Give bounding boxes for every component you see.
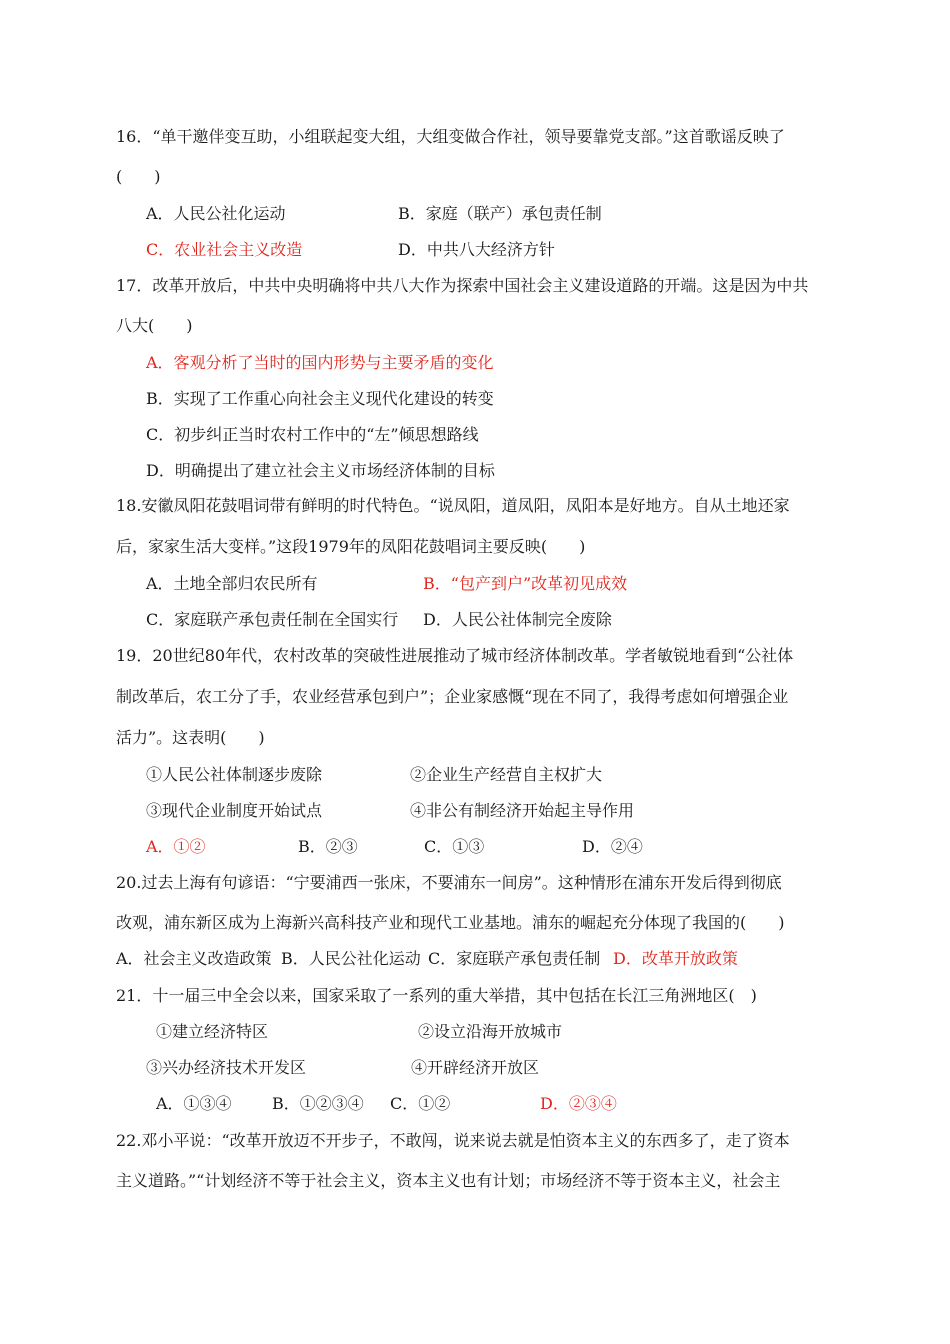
q22-stem-1: 22.邓小平说：“改革开放迈不开步子，不敢闯，说来说去就是怕资本主义的东西多了，走了资本	[116, 1131, 790, 1150]
q17-option-a-answer: A．客观分析了当时的国内形势与主要矛盾的变化	[146, 353, 494, 372]
q19-item-1: ①人民公社体制逐步废除	[146, 765, 323, 784]
q16-option-c-answer: C．农业社会主义改造	[146, 240, 303, 259]
q21-item-2: ②设立沿海开放城市	[418, 1022, 563, 1041]
q20-option-a: A．社会主义改造政策	[116, 949, 272, 968]
q17-stem-2: 八大( )	[116, 316, 193, 335]
q21-item-4: ④开辟经济开放区	[411, 1058, 540, 1077]
q21-option-c: C．①②	[390, 1094, 451, 1113]
q19-item-3: ③现代企业制度开始试点	[146, 801, 323, 820]
q21-stem-1: 21．十一届三中全会以来，国家采取了一系列的重大举措，其中包括在长江三角洲地区( )	[116, 986, 757, 1005]
q21-item-1: ①建立经济特区	[156, 1022, 269, 1041]
q18-stem-1: 18.安徽凤阳花鼓唱词带有鲜明的时代特色。“说凤阳，道凤阳，凤阳本是好地方。自从土地还家	[116, 496, 790, 515]
q19-option-b: B．②③	[298, 837, 358, 856]
q19-stem-2: 制改革后，农工分了手，农业经营承包到户”；企业家感慨“现在不同了，我得考虑如何增强企业	[116, 687, 789, 706]
q19-item-2: ②企业生产经营自主权扩大	[410, 765, 603, 784]
q21-item-3: ③兴办经济技术开发区	[146, 1058, 307, 1077]
q17-stem-1: 17．改革开放后，中共中央明确将中共八大作为探索中国社会主义建设道路的开端。这是因为中共	[116, 276, 809, 295]
q16-option-d: D．中共八大经济方针	[398, 240, 555, 259]
q21-option-a: A．①③④	[156, 1094, 232, 1113]
q21-option-b: B．①②③④	[272, 1094, 364, 1113]
q18-option-b-answer: B．“包产到户”改革初见成效	[423, 574, 628, 593]
q16-option-b: B．家庭（联产）承包责任制	[398, 204, 602, 223]
q22-stem-2: 主义道路。”“计划经济不等于社会主义，资本主义也有计划；市场经济不等于资本主义，社会主	[116, 1171, 781, 1190]
q17-option-c: C．初步纠正当时农村工作中的“左”倾思想路线	[146, 425, 479, 444]
q19-stem-3: 活力”。这表明( )	[116, 728, 265, 747]
q20-stem-1: 20.过去上海有句谚语：“宁要浦西一张床，不要浦东一间房”。这种情形在浦东开发后得到彻底	[116, 873, 782, 892]
q18-option-d: D．人民公社体制完全废除	[423, 610, 612, 629]
q16-stem-2: ( )	[116, 167, 161, 186]
q17-option-b: B．实现了工作重心向社会主义现代化建设的转变	[146, 389, 494, 408]
q17-option-d: D．明确提出了建立社会主义市场经济体制的目标	[146, 461, 495, 480]
q20-stem-2: 改观，浦东新区成为上海新兴高科技产业和现代工业基地。浦东的崛起充分体现了我国的( )	[116, 913, 785, 932]
q20-option-d-answer: D．改革开放政策	[613, 949, 738, 968]
q19-option-d: D．②④	[582, 837, 643, 856]
q20-option-c: C．家庭联产承包责任制	[428, 949, 601, 968]
q18-option-a: A．土地全部归农民所有	[146, 574, 318, 593]
q16-option-a: A．人民公社化运动	[146, 204, 286, 223]
q18-option-c: C．家庭联产承包责任制在全国实行	[146, 610, 399, 629]
q18-stem-2: 后，家家生活大变样。”这段1979年的凤阳花鼓唱词主要反映( )	[116, 537, 586, 556]
q19-item-4: ④非公有制经济开始起主导作用	[410, 801, 635, 820]
q19-stem-1: 19．20世纪80年代，农村改革的突破性进展推动了城市经济体制改革。学者敏锐地看到“公社体	[116, 646, 794, 665]
q19-option-c: C．①③	[424, 837, 485, 856]
q19-option-a-answer: A．①②	[146, 837, 206, 856]
q20-option-b: B．人民公社化运动	[281, 949, 421, 968]
q16-stem-1: 16．“单干邀伴变互助，小组联起变大组，大组变做合作社，领导要靠党支部。”这首歌谣反映了	[116, 127, 785, 146]
q21-option-d-answer: D．②③④	[540, 1094, 617, 1113]
